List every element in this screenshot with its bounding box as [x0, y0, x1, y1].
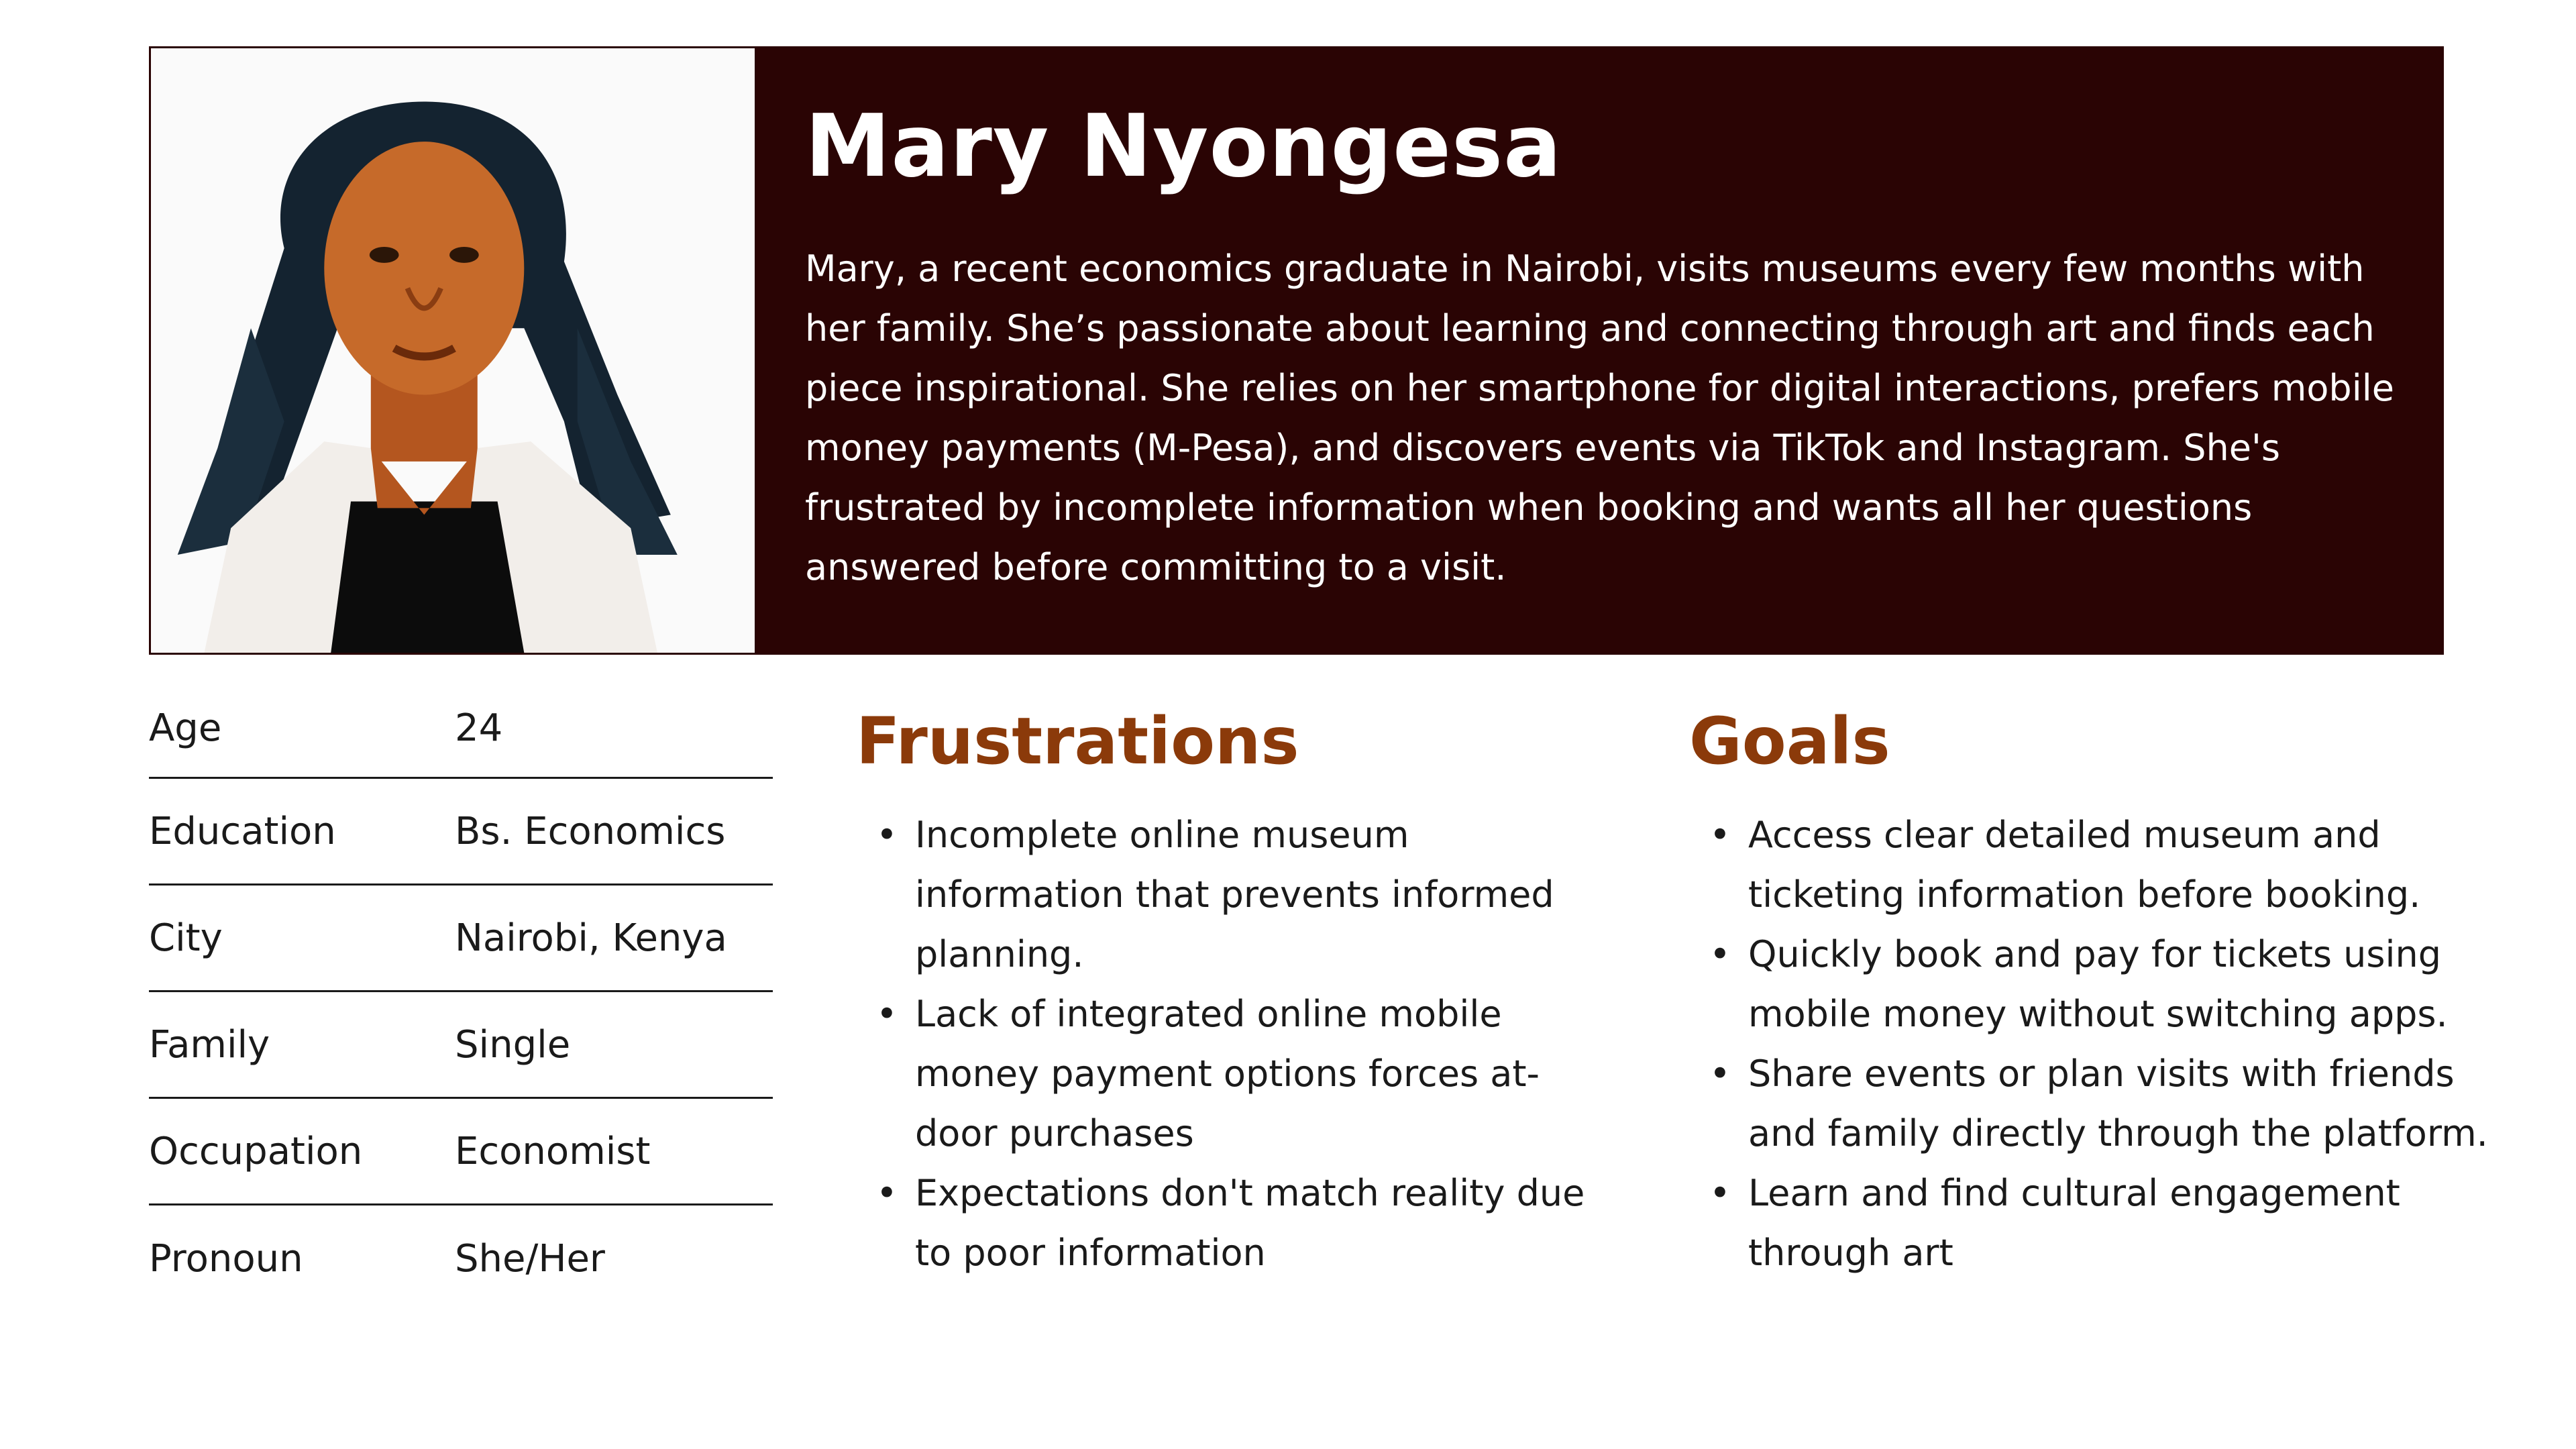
goals-section: [1689, 704, 2494, 1283]
demographics-value: She/Her: [455, 1237, 605, 1281]
demographics-row: [149, 885, 773, 992]
demographics-table: [149, 693, 773, 1312]
demographics-row: [149, 779, 773, 885]
demographics-label: City: [149, 916, 223, 960]
list-item: • Expectations don't match reality due to poor information: [856, 1163, 1621, 1283]
list-item: • Share events or plan visits with friends and family directly through the platform.: [1689, 1044, 2494, 1163]
goals-list: [1689, 805, 2494, 1283]
list-item: • Access clear detailed museum and ticketing information before booking.: [1689, 805, 2494, 924]
demographics-value: Bs. Economics: [455, 809, 726, 853]
portrait-image: [151, 48, 755, 653]
goals-title: Goals: [1689, 704, 1890, 779]
list-item: • Quickly book and pay for tickets using mobile money without switching apps.: [1689, 924, 2494, 1044]
demographics-value: Economist: [455, 1129, 651, 1173]
demographics-value: Nairobi, Kenya: [455, 916, 727, 960]
demographics-value: Single: [455, 1022, 571, 1067]
demographics-row: [149, 693, 773, 779]
persona-bio: Mary, a recent economics graduate in Nairobi, visits museums every few months with her family. She’s passionate about learning and connecting through art and finds each piece inspirational. She relies on her smartphone for digital interactions, prefers mobile money payments (M-Pesa), and discovers events via TikTok and Instagram. She's frustrated by incomplete information when booking and wants all her questions answered before committing to a visit.: [805, 247, 2394, 588]
demographics-row: [149, 992, 773, 1099]
frustrations-section: [856, 704, 1621, 1283]
demographics-label: Occupation: [149, 1129, 363, 1173]
frustrations-list: [856, 805, 1621, 1283]
demographics-row: [149, 1205, 773, 1312]
demographics-value: 24: [455, 706, 503, 750]
demographics-label: Age: [149, 706, 222, 750]
list-item: • Learn and find cultural engagement through art: [1689, 1163, 2494, 1283]
persona-name: Mary Nyongesa: [805, 97, 1562, 197]
demographics-label: Family: [149, 1022, 270, 1067]
demographics-label: Pronoun: [149, 1237, 303, 1281]
list-item: • Incomplete online museum information that prevents informed planning.: [856, 805, 1621, 984]
persona-photo: [149, 46, 757, 655]
demographics-label: Education: [149, 809, 336, 853]
list-item: • Lack of integrated online mobile money payment options forces at-door purchases: [856, 984, 1621, 1163]
persona-header: [757, 46, 2444, 655]
demographics-row: [149, 1099, 773, 1205]
frustrations-title: Frustrations: [856, 704, 1299, 779]
